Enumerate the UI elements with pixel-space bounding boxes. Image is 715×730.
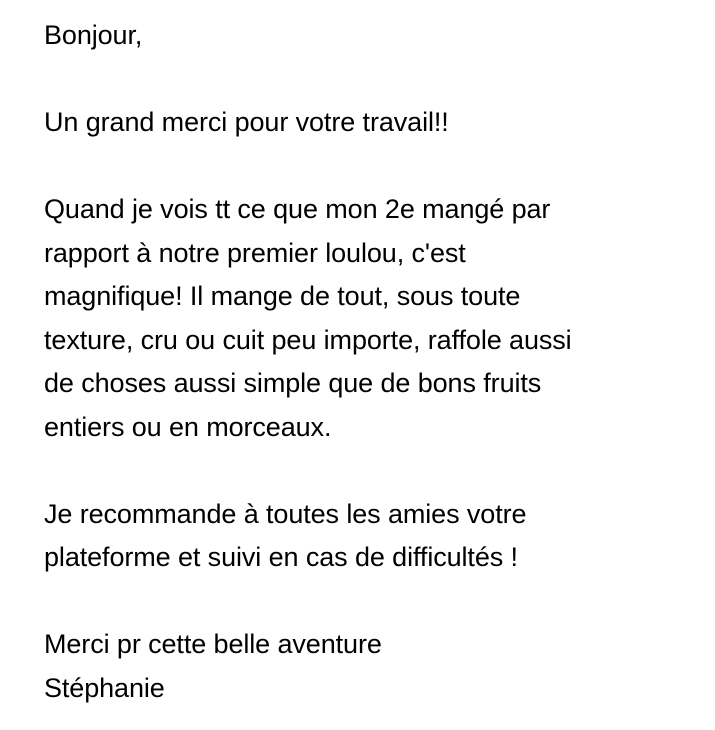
paragraph-feeding xyxy=(44,188,704,449)
paragraph-gap xyxy=(44,145,704,189)
text-line: texture, cru ou cuit peu importe, raffole aussi xyxy=(44,324,572,355)
paragraph-gap xyxy=(44,449,704,493)
text-line: Quand je vois tt ce que mon 2e mangé par xyxy=(44,194,551,224)
greeting-line: Bonjour, xyxy=(44,20,143,50)
text-line: rapport à notre premier loulou, c'est xyxy=(44,237,466,268)
text-line: magnifique! Il mange de tout, sous toute xyxy=(44,281,521,311)
paragraph-gap xyxy=(44,58,704,102)
paragraph-recommendation xyxy=(44,493,704,580)
signature: Stéphanie xyxy=(44,672,165,703)
closing-line: Merci pr cette belle aventure xyxy=(44,629,382,659)
message-body xyxy=(44,14,704,710)
text-line: plateforme et suivi en cas de difficultés ! xyxy=(44,542,518,572)
text-line: entiers ou en morceaux. xyxy=(44,411,332,442)
thanks-line: Un grand merci pour votre travail!! xyxy=(44,107,449,137)
paragraph-gap xyxy=(44,580,704,624)
text-line: Je recommande à toutes les amies votre xyxy=(44,498,527,529)
text-line: de choses aussi simple que de bons fruits xyxy=(44,368,542,398)
